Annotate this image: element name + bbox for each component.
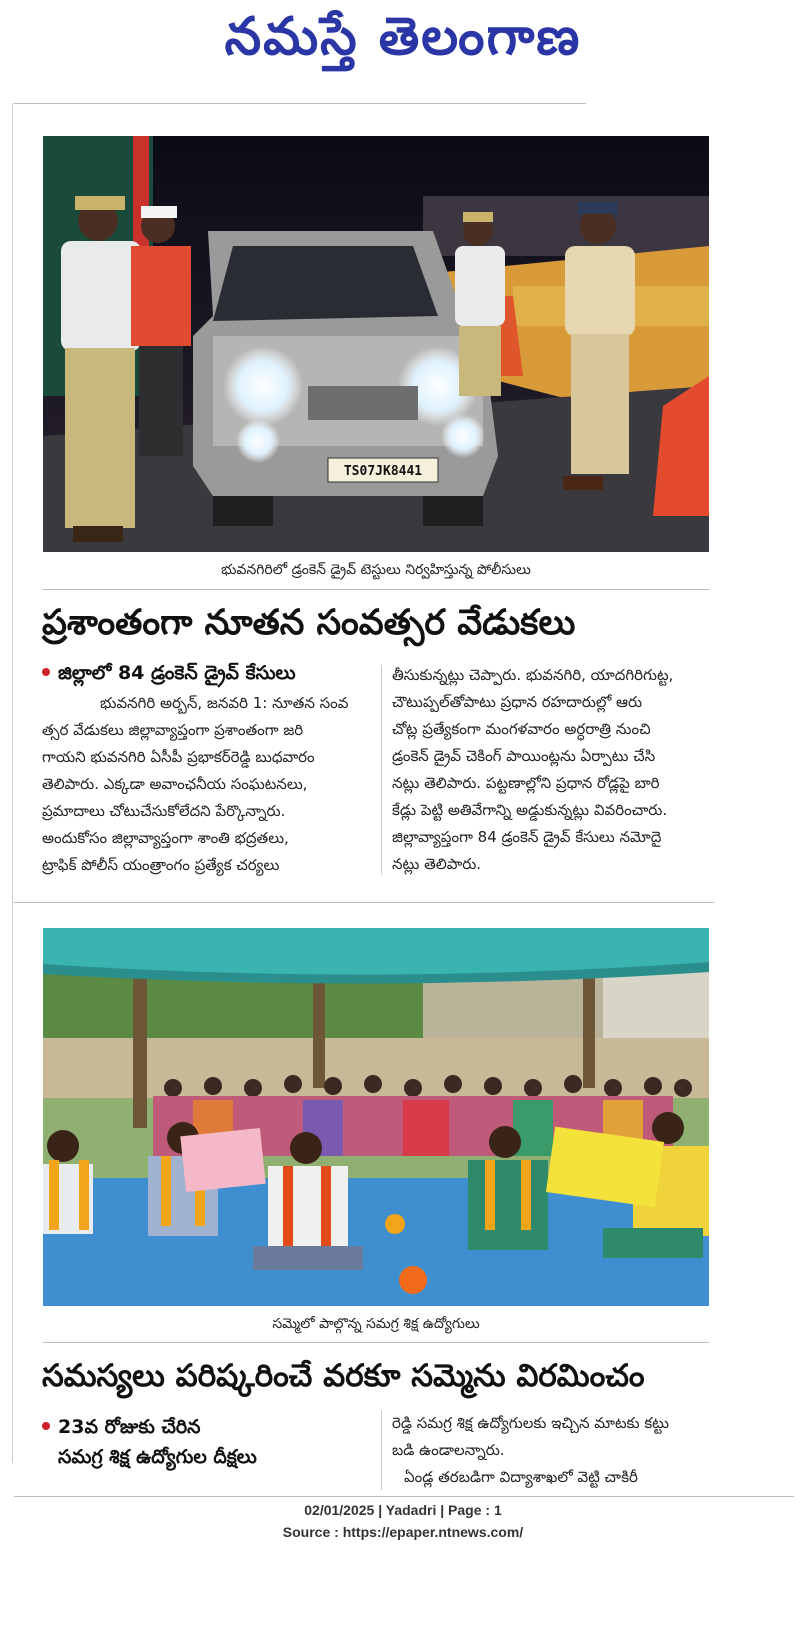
- story1-bullet-text: జిల్లాలో 84 డ్రంకెన్ డ్రైవ్ కేసులు: [58, 662, 296, 684]
- story1-col1-line: అందుకోసం జిల్లావ్యాప్తంగా శాంతి భద్రతలు,: [42, 829, 289, 847]
- story2-bullet: [42, 1412, 257, 1472]
- story-separator: [14, 902, 714, 903]
- story1-col1-line: ప్రమాదాలు చోటుచేసుకోలేదని పేర్కొన్నారు.: [42, 802, 286, 820]
- story1-col2-line: నట్లు తెలిపారు.: [392, 855, 482, 873]
- story2-column-divider: [381, 1410, 382, 1490]
- story1-col1-line: తెలిపారు. ఎక్కడా అవాంఛనీయ సంఘటనలు,: [42, 775, 308, 793]
- story2-caption-rule: [43, 1342, 709, 1343]
- story1-col1-line: భువనగిరి అర్బన్, జనవరి 1: నూతన సంవ: [100, 694, 349, 712]
- story2-column-2: [392, 1410, 712, 1491]
- story1-headline: ప్రశాంతంగా నూతన సంవత్సర వేడుకలు: [42, 603, 576, 643]
- story1-col2-line: నట్లు తెలిపారు. పట్టణాల్లోని ప్రధాన రోడ్లపై బారి: [392, 774, 660, 792]
- footer-dateline: 02/01/2025 | Yadadri | Page : 1: [304, 1502, 502, 1518]
- story1-column-divider: [381, 665, 382, 875]
- story1-col2-line: చోట్ల ప్రత్యేకంగా మంగళవారం అర్ధరాత్రి నుంచి: [392, 720, 651, 738]
- left-margin-rule: [12, 103, 13, 1463]
- story2-col2-line: బడి ఉండాలన్నారు.: [392, 1441, 505, 1459]
- number-plate: TS07JK8441: [343, 464, 423, 479]
- story2-bullet-line-2: సమగ్ర శిక్ష ఉద్యోగుల దీక్షలు: [58, 1446, 257, 1468]
- story1-col1-line: త్సర వేడుకలు జిల్లావ్యాప్తంగా ప్రశాంతంగా జరి: [42, 721, 304, 739]
- story2-col2-line: రెడ్డి సమగ్ర శిక్ష ఉద్యోగులకు ఇచ్చిన మాటకు కట్టు: [392, 1414, 669, 1432]
- story1-col2-line: డ్రంకెన్ డ్రైవ్ చెకింగ్ పాయింట్లను ఏర్పాటు చేసి: [392, 747, 656, 765]
- story1-col1-line: గాయని భువనగిరి ఏసీపీ ప్రభాకర్‌రెడ్డి బుధవారం: [42, 748, 315, 766]
- placard-pink: [180, 1128, 265, 1192]
- story1-column-2: [392, 662, 712, 878]
- story2-col2-line: ఏండ్ల తరబడిగా విద్యాశాఖలో వెట్టి చాకిరీ: [404, 1468, 638, 1486]
- story1-photo: [43, 136, 709, 552]
- bullet-dot-icon: [42, 1422, 50, 1430]
- story1-col1-line: ట్రాఫిక్ పోలీస్ యంత్రాంగం ప్రత్యేక చర్యలు: [42, 856, 280, 874]
- story1-col2-line: చౌటుప్పల్‌తోపాటు ప్రధాన రహదారుల్లో ఆరు: [392, 693, 643, 711]
- masthead-title: నమస్తే తెలంగాణ: [224, 6, 582, 67]
- story1-column-1: [42, 690, 372, 879]
- story1-bullet: [42, 662, 296, 689]
- story1-col2-line: జిల్లావ్యాప్తంగా 84 డ్రంకెన్ డ్రైవ్ కేసులు నమోదై: [392, 828, 662, 846]
- story2-headline: సమస్యలు పరిష్కరించే వరకూ సమ్మెను విరమించం: [42, 1358, 645, 1394]
- footer-rule: [14, 1496, 794, 1497]
- story1-col2-line: కేడ్లు పెట్టి అతివేగాన్ని అడ్డుకున్నట్లు వివరించారు.: [392, 801, 668, 819]
- story1-col2-line: తీసుకున్నట్లు చెప్పారు. భువనగిరి, యాదగిరిగుట్ట,: [392, 666, 674, 684]
- footer-source-link[interactable]: Source : https://epaper.ntnews.com/: [282, 1524, 524, 1540]
- story2-photo: [43, 928, 709, 1306]
- story2-caption: సమ్మెలో పాల్గొన్న సమగ్ర శిక్ష ఉద్యోగులు: [272, 1316, 480, 1332]
- bullet-dot-icon: [42, 668, 50, 676]
- masthead-rule: [14, 103, 586, 104]
- masthead: [0, 0, 806, 90]
- story1-caption: భువనగిరిలో డ్రంకెన్ డ్రైవ్ టెస్టులు నిర్వహిస్తున్న పోలీసులు: [221, 562, 531, 578]
- story1-caption-rule: [43, 589, 709, 590]
- officer-left: [61, 196, 141, 542]
- story2-bullet-line-1: 23వ రోజుకు చేరిన: [58, 1416, 201, 1438]
